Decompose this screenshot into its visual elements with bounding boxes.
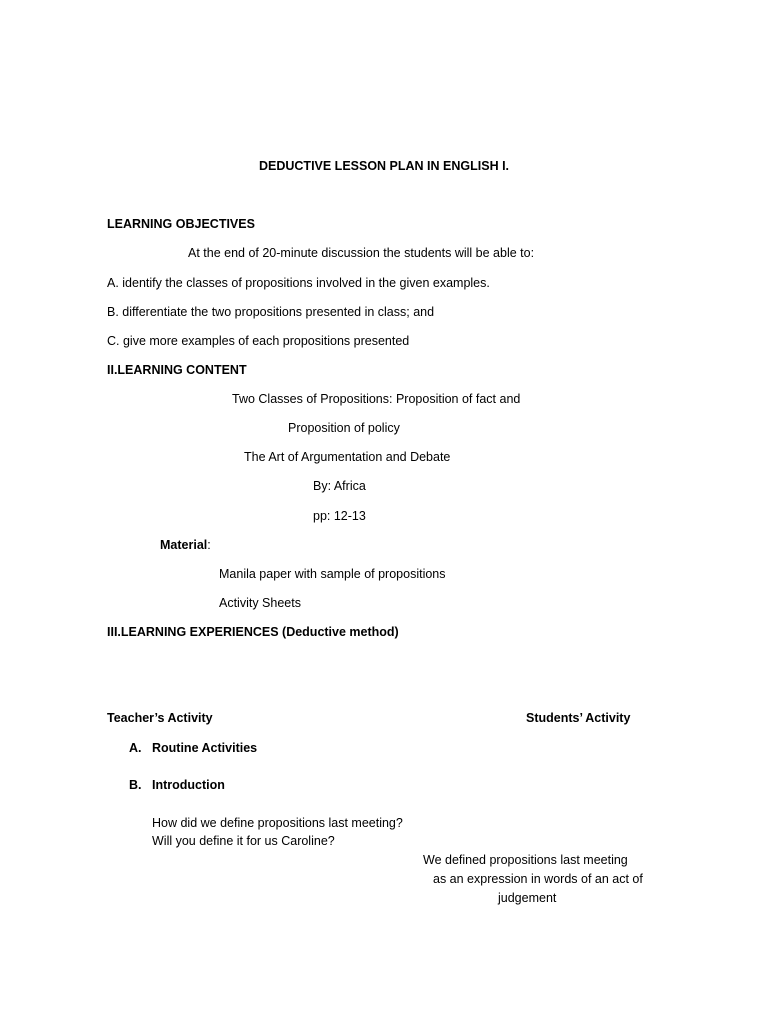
content-topic-line2: Proposition of policy <box>288 421 400 435</box>
student-answer-line2: as an expression in words of an act of <box>433 872 643 886</box>
material-colon: : <box>207 538 211 552</box>
content-pages: pp: 12-13 <box>313 509 366 523</box>
material-label-line <box>160 537 211 553</box>
teacher-question-1: How did we define propositions last meeting? <box>152 816 403 830</box>
content-book: The Art of Argumentation and Debate <box>244 450 451 464</box>
experiences-heading: III.LEARNING EXPERIENCES (Deductive method) <box>107 625 399 639</box>
content-topic-line1: Two Classes of Propositions: Proposition of fact and <box>232 392 521 406</box>
objective-item-b: B. differentiate the two propositions presented in class; and <box>107 305 435 319</box>
step-a-label: Routine Activities <box>152 741 258 755</box>
step-b-letter: B. <box>129 778 142 792</box>
teacher-activity-heading: Teacher’s Activity <box>107 711 213 725</box>
teacher-question-2: Will you define it for us Caroline? <box>152 834 335 848</box>
document-title: DEDUCTIVE LESSON PLAN IN ENGLISH I. <box>258 159 510 173</box>
objective-item-a: A. identify the classes of propositions involved in the given examples. <box>107 276 490 290</box>
content-author: By: Africa <box>313 479 366 493</box>
content-heading: II.LEARNING CONTENT <box>107 363 247 377</box>
material-item: Manila paper with sample of propositions <box>219 567 446 581</box>
students-activity-heading: Students’ Activity <box>526 711 631 725</box>
step-a-letter: A. <box>129 741 142 755</box>
objectives-intro: At the end of 20-minute discussion the students will be able to: <box>188 246 535 260</box>
student-answer-line3: judgement <box>498 891 557 905</box>
student-answer-line1: We defined propositions last meeting <box>423 853 628 867</box>
material-item: Activity Sheets <box>219 596 301 610</box>
objective-item-c: C. give more examples of each propositions presented <box>107 334 410 348</box>
step-b-label: Introduction <box>152 778 225 792</box>
material-label: Material <box>160 538 208 552</box>
objectives-heading: LEARNING OBJECTIVES <box>107 217 255 231</box>
